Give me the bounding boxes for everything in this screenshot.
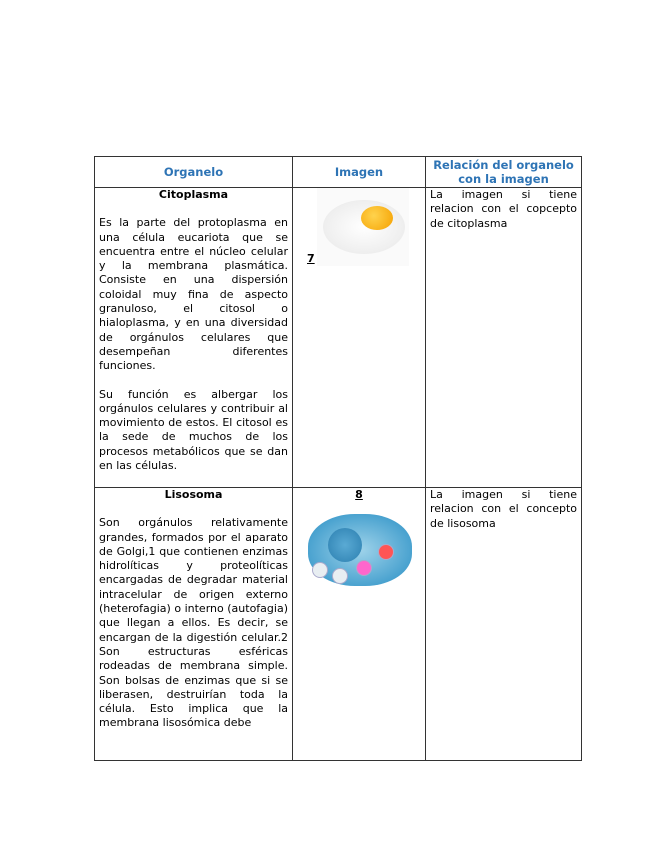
image-cell <box>293 488 426 761</box>
organelle-description: Es la parte del protoplasma en una célula eucariota que se encuentra entre el núcleo celular y la membrana plasmática. Consiste en una dispersión coloidal muy fina de aspecto granuloso, el citosol o hialoplasma, y en una diversidad de orgánulos celulares que desempeñan diferentes funciones. <box>99 216 288 373</box>
organelle-title: Citoplasma <box>158 188 229 201</box>
relation-cell <box>426 488 582 761</box>
organelle-description: Son orgánulos relativamente grandes, formados por el aparato de Golgi,1 que contienen enzimas hidrolíticas y proteolíticas encargadas de degradar material intracelular de origen externo (heterofagia) o interno (autofagia) que llegan a ellos. Es decir, se encargan de la digestión celular.2 Son estructuras esféricas rodeadas de membrana simple. Son bolsas de enzimas que si se liberasen, destruirían toda la célula. Esto implica que la membrana lisosómica debe <box>99 516 288 730</box>
lysosome-cell-image <box>304 504 414 592</box>
organelle-table <box>94 156 582 761</box>
fried-egg-image <box>317 188 409 266</box>
organelle-title: Lisosoma <box>164 488 223 501</box>
image-cell <box>293 188 426 488</box>
header-organelo: Organelo <box>95 157 293 188</box>
organelle-function: Su función es albergar los orgánulos celulares y contribuir al movimiento de estos. El citosol es la sede de muchos de los procesos metabólicos que se dan en las células. <box>99 387 288 473</box>
table-row <box>95 188 582 488</box>
relation-cell <box>426 188 582 488</box>
organelle-cell <box>95 488 293 761</box>
image-number: 7 <box>307 251 315 265</box>
image-number: 8 <box>355 488 363 501</box>
relation-text: La imagen si tiene relacion con el concepto de lisosoma <box>430 488 577 530</box>
header-row <box>95 157 582 188</box>
table-row <box>95 488 582 761</box>
header-relacion: Relación del organelo con la imagen <box>426 157 582 188</box>
relation-text: La imagen si tiene relacion con el copcepto de citoplasma <box>430 188 577 230</box>
header-imagen: Imagen <box>293 157 426 188</box>
organelle-cell <box>95 188 293 488</box>
